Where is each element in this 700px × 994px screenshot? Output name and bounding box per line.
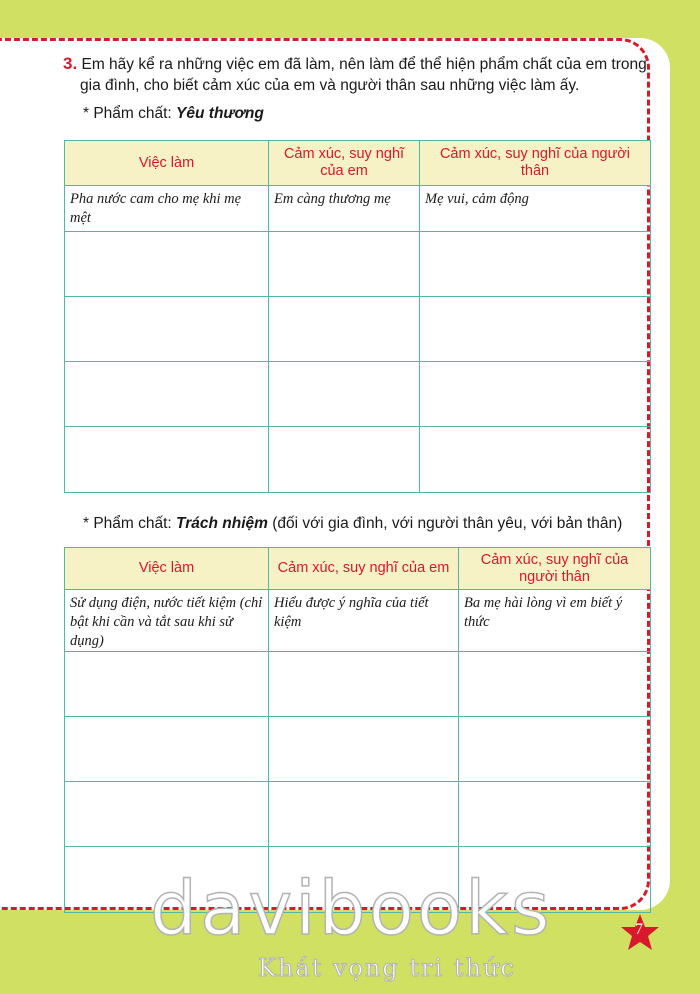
table-row	[65, 186, 651, 232]
blank-cell[interactable]	[65, 362, 269, 427]
example-cam-xuc-nguoi-than: Ba mẹ hài lòng vì em biết ý thức	[459, 590, 651, 652]
example-viec-lam: Sử dụng điện, nước tiết kiệm (chỉ bật khi cần và tắt sau khi sử dụng)	[65, 590, 269, 652]
example-cam-xuc-nguoi-than: Mẹ vui, cảm động	[420, 186, 651, 232]
blank-cell[interactable]	[420, 362, 651, 427]
blank-cell[interactable]	[65, 782, 269, 847]
question-text-1: Em hãy kể ra những việc em đã làm, nên làm để thể hiện phẩm chất của em trong	[81, 56, 647, 73]
table-yeu-thuong	[64, 140, 651, 493]
header-cam-xuc-nguoi-than: Cảm xúc, suy nghĩ của người thân	[420, 141, 651, 186]
section1-label	[83, 105, 264, 123]
blank-cell[interactable]	[459, 717, 651, 782]
table-header-row	[65, 141, 651, 186]
blank-cell[interactable]	[269, 427, 420, 493]
table-trach-nhiem	[64, 547, 651, 913]
table-row	[65, 362, 651, 427]
section2-suffix: (đối với gia đình, với người thân yêu, với bản thân)	[267, 515, 623, 532]
section2-prefix: * Phẩm chất:	[83, 515, 177, 532]
section1-quality: Yêu thương	[176, 105, 264, 122]
table-row	[65, 782, 651, 847]
blank-cell[interactable]	[65, 652, 269, 717]
blank-cell[interactable]	[269, 652, 459, 717]
blank-cell[interactable]	[420, 297, 651, 362]
blank-cell[interactable]	[269, 362, 420, 427]
table-row	[65, 717, 651, 782]
section2-quality: Trách nhiệm	[176, 515, 268, 532]
watermark-brand: davibooks	[150, 866, 553, 952]
blank-cell[interactable]	[420, 232, 651, 297]
example-cam-xuc-em: Hiểu được ý nghĩa của tiết kiệm	[269, 590, 459, 652]
blank-cell[interactable]	[269, 297, 420, 362]
blank-cell[interactable]	[65, 297, 269, 362]
header-viec-lam: Việc làm	[65, 548, 269, 590]
question-number: 3.	[63, 54, 78, 73]
table-row	[65, 590, 651, 652]
blank-cell[interactable]	[459, 782, 651, 847]
header-viec-lam: Việc làm	[65, 141, 269, 186]
header-cam-xuc-nguoi-than: Cảm xúc, suy nghĩ của người thân	[459, 548, 651, 590]
example-cam-xuc-em: Em càng thương mẹ	[269, 186, 420, 232]
blank-cell[interactable]	[269, 717, 459, 782]
question-line-1	[63, 53, 663, 76]
question-line-2: gia đình, cho biết cảm xúc của em và người thân sau những việc làm ấy.	[80, 77, 580, 94]
blank-cell[interactable]	[65, 427, 269, 493]
header-cam-xuc-em: Cảm xúc, suy nghĩ của em	[269, 548, 459, 590]
blank-cell[interactable]	[459, 652, 651, 717]
page-number: 7	[635, 921, 643, 938]
header-cam-xuc-em: Cảm xúc, suy nghĩ của em	[269, 141, 420, 186]
blank-cell[interactable]	[269, 782, 459, 847]
table-row	[65, 652, 651, 717]
blank-cell[interactable]	[65, 717, 269, 782]
table-row	[65, 297, 651, 362]
table-header-row	[65, 548, 651, 590]
example-viec-lam: Pha nước cam cho mẹ khi mẹ mệt	[65, 186, 269, 232]
blank-cell[interactable]	[65, 232, 269, 297]
table-row	[65, 232, 651, 297]
table-row	[65, 427, 651, 493]
section2-label	[83, 515, 622, 533]
blank-cell[interactable]	[269, 232, 420, 297]
section1-prefix: * Phẩm chất:	[83, 105, 177, 122]
blank-cell[interactable]	[420, 427, 651, 493]
watermark-slogan: Khát vọng tri thức	[258, 954, 516, 982]
